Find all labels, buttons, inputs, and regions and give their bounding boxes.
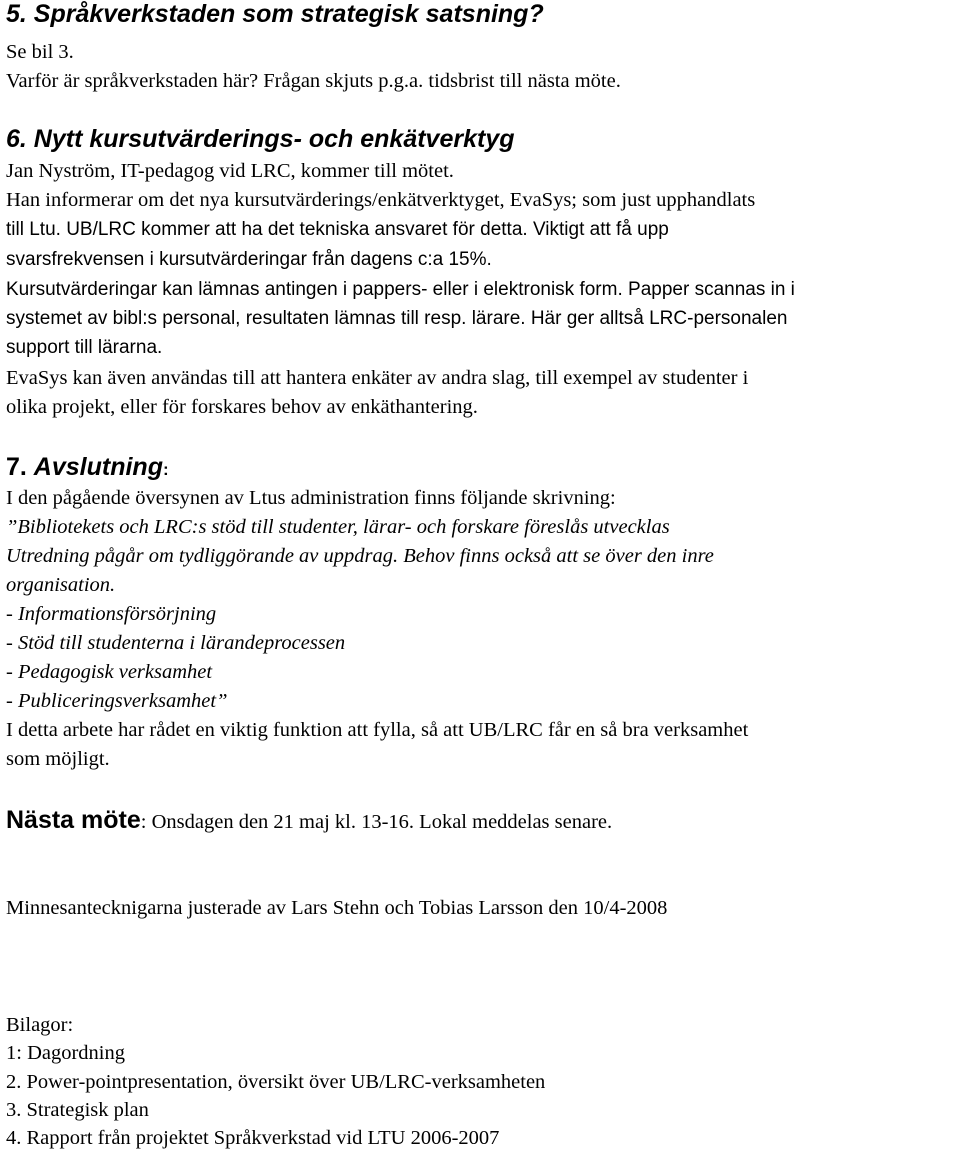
section-7-intro: I den pågående översynen av Ltus administration finns följande skrivning: bbox=[6, 487, 616, 509]
section-6-heading: 6. Nytt kursutvärderings- och enkätverktyg bbox=[6, 125, 515, 153]
section-6-line-h: olika projekt, eller för forskares behov av enkäthantering. bbox=[6, 396, 478, 418]
section-6-line-d: Kursutvärderingar kan lämnas antingen i pappers- eller i elektronisk form. Papper scannas in i bbox=[6, 279, 795, 300]
next-meeting bbox=[6, 803, 612, 839]
section-7-colon: : bbox=[162, 460, 169, 479]
section-6-line-b: till Ltu. UB/LRC kommer att ha det tekniska ansvaret för detta. Viktigt att få upp bbox=[6, 219, 669, 240]
section-7-number: 7. bbox=[6, 453, 34, 481]
quote-line-1: ”Bibliotekets och LRC:s stöd till studenter, lärar- och forskare föreslås utvecklas bbox=[6, 516, 670, 538]
quote-line-6: - Pedagogisk verksamhet bbox=[6, 661, 213, 683]
quote-line-2: Utredning pågår om tydliggörande av uppdrag. Behov finns också att se över den inre bbox=[6, 545, 714, 567]
section-6-line-e: systemet av bibl:s personal, resultaten lämnas till resp. lärare. Här ger alltså LRC-personalen bbox=[6, 308, 788, 329]
attachment-item: 3. Strategisk plan bbox=[6, 1099, 149, 1121]
section-6-line-c: svarsfrekvensen i kursutvärderingar från dagens c:a 15%. bbox=[6, 249, 492, 270]
quote-line-5: - Stöd till studenterna i lärandeprocessen bbox=[6, 632, 346, 654]
attachment-item: 2. Power-pointpresentation, översikt över UB/LRC-verksamheten bbox=[6, 1071, 546, 1093]
next-meeting-text: : Onsdagen den 21 maj kl. 13-16. Lokal meddelas senare. bbox=[140, 811, 613, 833]
attachment-item: 4. Rapport från projektet Språkverkstad vid LTU 2006-2007 bbox=[6, 1127, 500, 1149]
closing-line-1: I detta arbete har rådet en viktig funktion att fylla, så att UB/LRC får en så bra verksamhet bbox=[6, 719, 749, 741]
section-6-line-f: support till lärarna. bbox=[6, 337, 163, 358]
quote-line-4: - Informationsförsörjning bbox=[6, 603, 217, 625]
attachment-item: 1: Dagordning bbox=[6, 1042, 125, 1064]
section-7-heading bbox=[6, 452, 169, 485]
section-5-line-1: Se bil 3. bbox=[6, 41, 74, 63]
section-6-intro: Jan Nyström, IT-pedagog vid LRC, kommer till mötet. bbox=[6, 160, 454, 182]
section-7-title: Avslutning bbox=[33, 453, 163, 481]
quote-line-3: organisation. bbox=[6, 574, 116, 596]
section-5-line-2: Varför är språkverkstaden här? Frågan skjuts p.g.a. tidsbrist till nästa möte. bbox=[6, 70, 621, 92]
closing-line-2: som möjligt. bbox=[6, 748, 110, 770]
approval-note: Minnesantecknigarna justerade av Lars Stehn och Tobias Larsson den 10/4-2008 bbox=[6, 897, 668, 919]
quote-line-7: - Publiceringsverksamhet” bbox=[6, 690, 228, 712]
next-meeting-label: Nästa möte bbox=[6, 806, 141, 834]
attachments-title: Bilagor: bbox=[6, 1014, 74, 1036]
section-5-heading: 5. Språkverkstaden som strategisk satsning? bbox=[6, 0, 544, 28]
section-6-line-a: Han informerar om det nya kursutvärderings/enkätverktyget, EvaSys; som just upphandlats bbox=[6, 189, 756, 211]
section-6-line-g: EvaSys kan även användas till att hantera enkäter av andra slag, till exempel av studenter i bbox=[6, 367, 749, 389]
